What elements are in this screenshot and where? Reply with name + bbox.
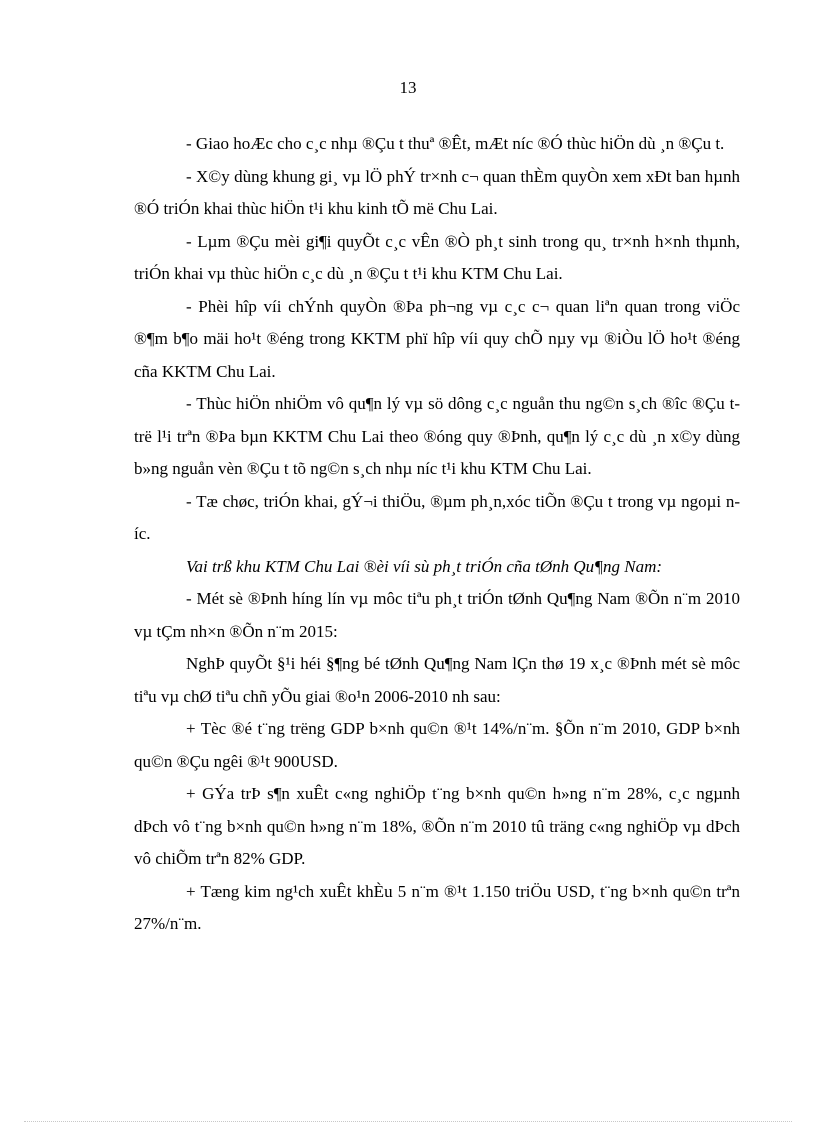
document-body <box>134 128 740 941</box>
paragraph: - Phèi hîp víi chÝnh quyÒn ®Þa ph¬ng vµ c¸c c¬ quan liªn quan trong viÖc ®¶m b¶o mäi ho¹t ®éng trong KKTM phï hîp víi quy chÕ nµy vµ ®iÒu lÖ ho¹t ®éng cña KKTM Chu Lai. <box>134 296 740 381</box>
paragraph: - Tæ chøc, triÓn khai, gÝ¬i thiÖu, ®µm ph¸n,xóc tiÕn ®Çu t trong vµ ngoµi níc. <box>134 491 740 543</box>
paragraph: - Mét sè ®Þnh híng lín vµ môc tiªu ph¸t triÓn tØnh Qu¶ng Nam ®Õn n¨m 2010 vµ tÇm nh×n ®Õn n¨m 2015: <box>134 589 740 641</box>
paragraph: - X©y dùng khung gi¸ vµ lÖ phÝ tr×nh c¬ quan thÈm quyÒn xem xÐt ban hµnh ®Ó triÓn khai thùc hiÖn t¹i khu kinh tÕ më Chu Lai. <box>134 166 740 218</box>
footer-divider <box>24 1121 792 1122</box>
section-heading: Vai trß khu KTM Chu Lai ®èi víi sù ph¸t triÓn cña tØnh Qu¶ng Nam: <box>186 556 663 576</box>
page-number: 13 <box>399 78 417 97</box>
paragraph: - Giao hoÆc cho c¸c nhµ ®Çu t thuª ®Êt, mÆt níc ®Ó thùc hiÖn dù ¸n ®Çu t. <box>186 134 725 153</box>
paragraph: - Thùc hiÖn nhiÖm vô qu¶n lý vµ sö dông c¸c nguån thu ng©n s¸ch ®îc ®Çu t trë l¹i trªn ®Þa bµn KKTM Chu Lai theo ®óng quy ®Þnh, qu¶n lý c¸c dù ¸n x©y dùng b»ng nguån vèn ®Çu t tõ ng©n s¸ch nhµ níc t¹i khu KTM Chu Lai. <box>134 394 740 478</box>
paragraph: NghÞ quyÕt §¹i héi §¶ng bé tØnh Qu¶ng Nam lÇn thø 19 x¸c ®Þnh mét sè môc tiªu vµ chØ tiªu chñ yÕu giai ®o¹n 2006-2010 nh sau: <box>134 654 740 706</box>
paragraph: + Tèc ®é t¨ng trëng GDP b×nh qu©n ®¹t 14%/n¨m. §Õn n¨m 2010, GDP b×nh qu©n ®Çu ngêi ®¹t 900USD. <box>134 719 740 771</box>
paragraph: + GÝa trÞ s¶n xuÊt c«ng nghiÖp t¨ng b×nh qu©n h»ng n¨m 28%, c¸c ngµnh dÞch vô t¨ng b×nh qu©n h»ng n¨m 18%, ®Õn n¨m 2010 tû träng c«ng nghiÖp vµ dÞch vô chiÕm trªn 82% GDP. <box>134 784 740 868</box>
paragraph: - Lµm ®Çu mèi gi¶i quyÕt c¸c vÊn ®Ò ph¸t sinh trong qu¸ tr×nh h×nh thµnh, triÓn khai vµ thùc hiÖn c¸c dù ¸n ®Çu t t¹i khu KTM Chu Lai. <box>134 231 740 283</box>
paragraph: + Tæng kim ng¹ch xuÊt khÈu 5 n¨m ®¹t 1.150 triÖu USD, t¨ng b×nh qu©n trªn 27%/n¨m. <box>134 881 740 933</box>
